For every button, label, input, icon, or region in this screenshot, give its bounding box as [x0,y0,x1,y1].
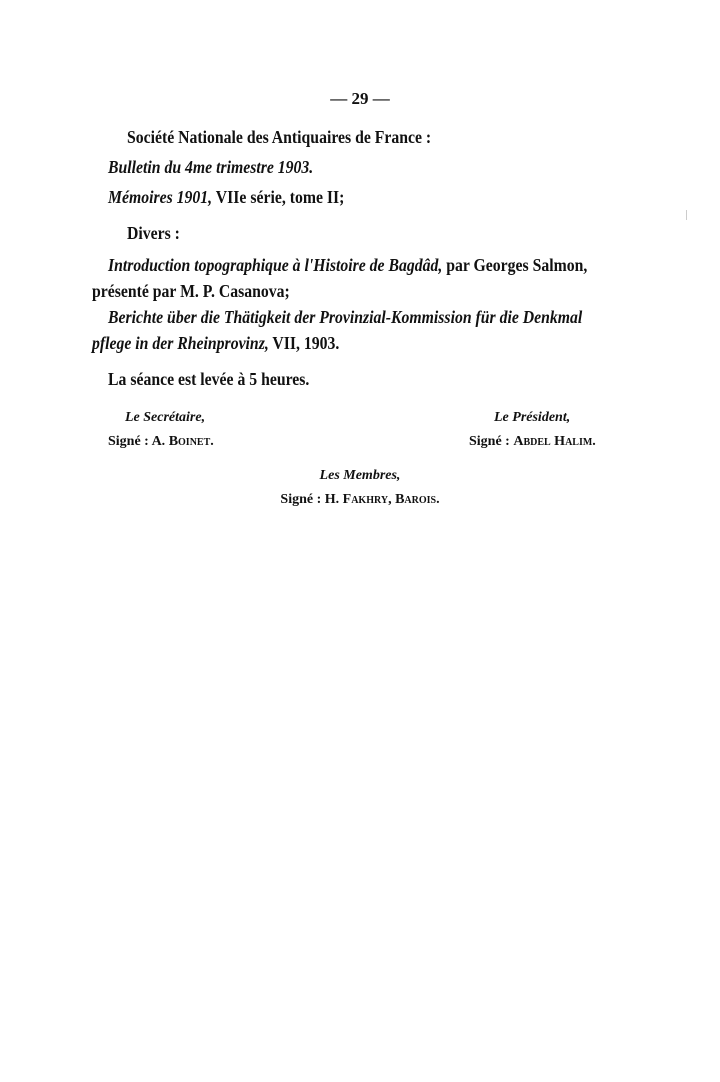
memoires-title: Mémoires 1901, [108,187,213,207]
text-line-berichte: Berichte über die Thätigkeit der Provinzial-Kommission für die Denkmal [108,307,583,327]
members-prefix: Signé : H. [280,492,343,507]
members-signature [0,490,720,510]
members-separator: , [388,492,396,507]
president-role: Le Président, [494,410,571,425]
members-name-fakhry: Fakhry [342,492,389,507]
scan-mark [686,210,687,220]
members-name-barois: Barois. [395,492,440,507]
memoires-details: VIIe série, tome II; [212,187,345,207]
secretary-signature [108,434,214,450]
introduction-author: par Georges Salmon, [442,255,588,275]
introduction-title: Introduction topographique à l'Histoire de Bagdâd, [108,255,443,275]
members-role: Les Membres, [319,468,401,483]
president-name: Abdel Halim. [513,434,596,449]
page-number: — 29 — [330,89,390,108]
text-line-rheinprovinz [92,332,339,354]
secretary-prefix: Signé : A. [108,434,169,449]
text-line-presente: présenté par M. P. Casanova; [92,281,290,301]
secretary-role: Le Secrétaire, [125,410,206,425]
secretary-name: Boinet. [168,434,214,449]
president-signature [469,434,596,450]
text-line-introduction [108,254,587,276]
text-line-seance: La séance est levée à 5 heures. [108,369,310,389]
rheinprovinz-details: VII, 1903. [268,333,340,353]
president-prefix: Signé : [469,434,514,449]
text-line-divers: Divers : [127,223,180,243]
text-line-society: Société Nationale des Antiquaires de France : [127,127,432,147]
text-line-bulletin: Bulletin du 4me trimestre 1903. [108,157,314,177]
text-line-memoires [108,186,344,208]
rheinprovinz-title: pflege in der Rheinprovinz, [92,333,269,353]
